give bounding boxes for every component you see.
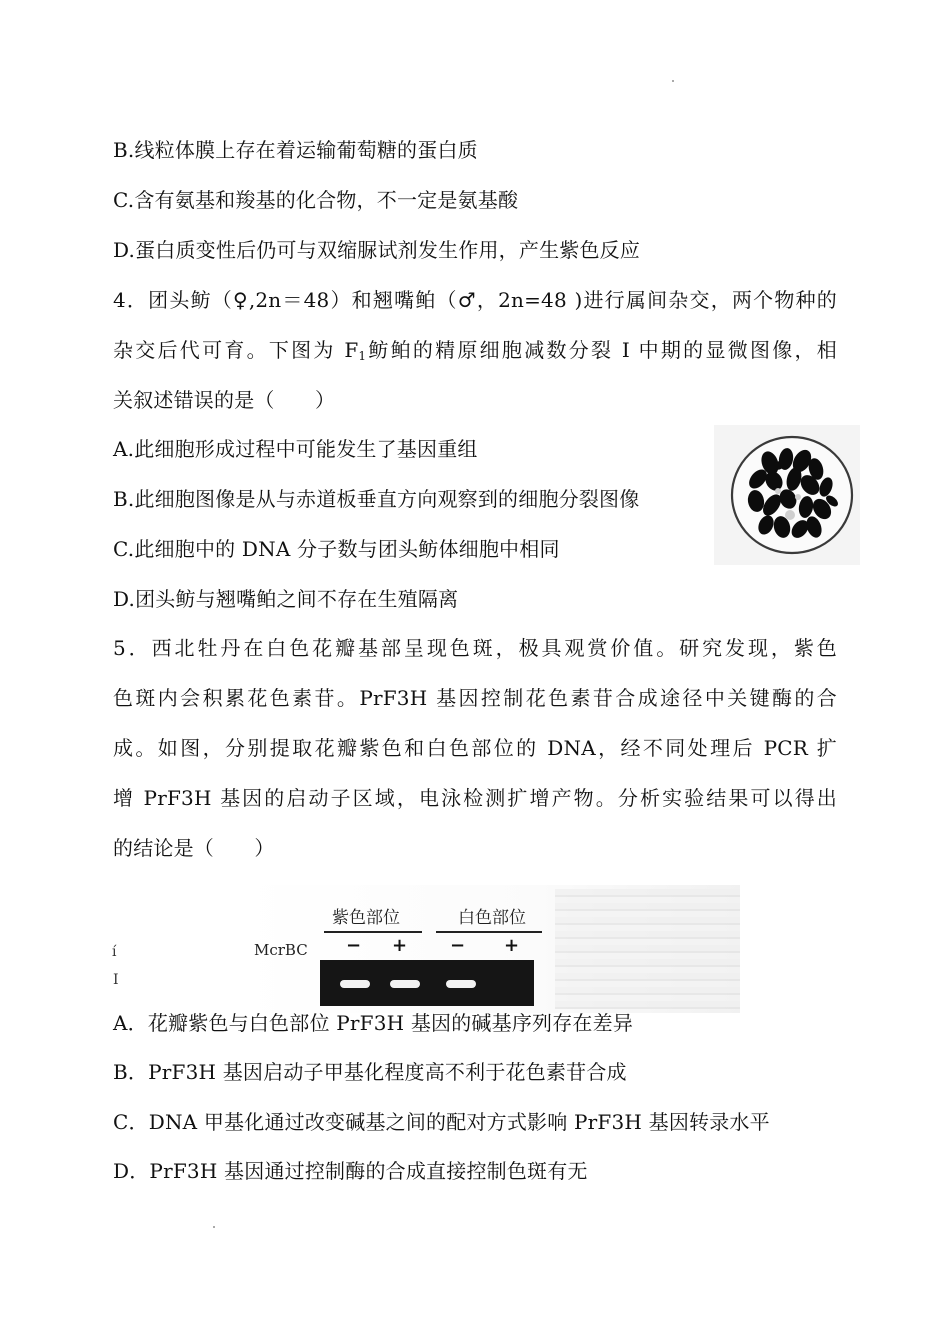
q4-option-a: A.此细胞形成过程中可能发生了基因重组 bbox=[113, 437, 478, 461]
gel-band bbox=[390, 980, 420, 988]
scan-speck bbox=[672, 80, 674, 82]
edge-mark: I bbox=[113, 972, 119, 988]
q4-stem-text: 杂交后代可育。下图为 F bbox=[113, 338, 359, 362]
mcrbc-label: McrBC bbox=[254, 941, 308, 959]
q4-option-c: C.此细胞中的 DNA 分子数与团头鲂体细胞中相同 bbox=[113, 537, 560, 561]
q4-stem-line-2 bbox=[113, 338, 837, 368]
q4-option-d: D.团头鲂与翘嘴鲌之间不存在生殖隔离 bbox=[113, 587, 459, 611]
q5-option-b: B．PrF3H 基因启动子甲基化程度高不利于花色素苷合成 bbox=[113, 1060, 627, 1084]
group-rule-white bbox=[436, 931, 542, 933]
q5-stem-line-2: 色斑内会积累花色素苷。PrF3H 基因控制花色素苷合成途径中关键酶的合 bbox=[113, 686, 837, 710]
group-label-white: 白色部位 bbox=[458, 908, 526, 928]
q5-option-d: D．PrF3H 基因通过控制酶的合成直接控制色斑有无 bbox=[113, 1159, 588, 1183]
q4-stem-text: 鲂鲌的精原细胞减数分裂 I 中期的显微图像，相 bbox=[366, 338, 837, 362]
lane-sign: + bbox=[504, 935, 520, 956]
q5-stem-line-1: 5．西北牡丹在白色花瓣基部呈现色斑，极具观赏价值。研究发现，紫色 bbox=[113, 636, 837, 660]
meiosis-micrograph bbox=[714, 425, 860, 565]
q5-option-c: C．DNA 甲基化通过改变碱基之间的配对方式影响 PrF3H 基因转录水平 bbox=[113, 1110, 770, 1134]
lane-sign: − bbox=[450, 935, 466, 956]
q3-option-b: B.线粒体膜上存在着运输葡萄糖的蛋白质 bbox=[113, 138, 478, 162]
bleed-through-text bbox=[555, 889, 740, 1009]
group-rule-purple bbox=[324, 931, 422, 933]
gel-electrophoresis-figure bbox=[240, 885, 740, 1013]
q4-stem-line-3: 关叙述错误的是（ ） bbox=[113, 388, 336, 412]
q5-stem-line-3: 成。如图，分别提取花瓣紫色和白色部位的 DNA，经不同处理后 PCR 扩 bbox=[113, 736, 837, 760]
lane-sign: + bbox=[392, 935, 408, 956]
q5-option-a: A．花瓣紫色与白色部位 PrF3H 基因的碱基序列存在差异 bbox=[113, 1011, 634, 1035]
gel-band bbox=[446, 980, 476, 988]
cell-image bbox=[714, 425, 860, 565]
f1-subscript: 1 bbox=[358, 349, 367, 363]
q5-stem-line-4: 增 PrF3H 基因的启动子区域，电泳检测扩增产物。分析实验结果可以得出 bbox=[113, 786, 837, 810]
q3-option-c: C.含有氨基和羧基的化合物，不一定是氨基酸 bbox=[113, 188, 519, 212]
gel bbox=[320, 960, 534, 1006]
gel-band bbox=[340, 980, 370, 988]
edge-mark: í bbox=[112, 944, 117, 960]
lane-sign: − bbox=[346, 935, 362, 956]
q3-option-d: D.蛋白质变性后仍可与双缩脲试剂发生作用，产生紫色反应 bbox=[113, 238, 641, 262]
q4-option-b: B.此细胞图像是从与赤道板垂直方向观察到的细胞分裂图像 bbox=[113, 487, 640, 511]
q4-stem-line-1: 4．团头鲂（♀,2n＝48）和翘嘴鲌（♂，2n=48 )进行属间杂交，两个物种的 bbox=[113, 288, 837, 312]
group-label-purple: 紫色部位 bbox=[332, 908, 400, 928]
scan-speck bbox=[213, 1226, 215, 1228]
q5-stem-line-5: 的结论是（ ） bbox=[113, 836, 275, 860]
